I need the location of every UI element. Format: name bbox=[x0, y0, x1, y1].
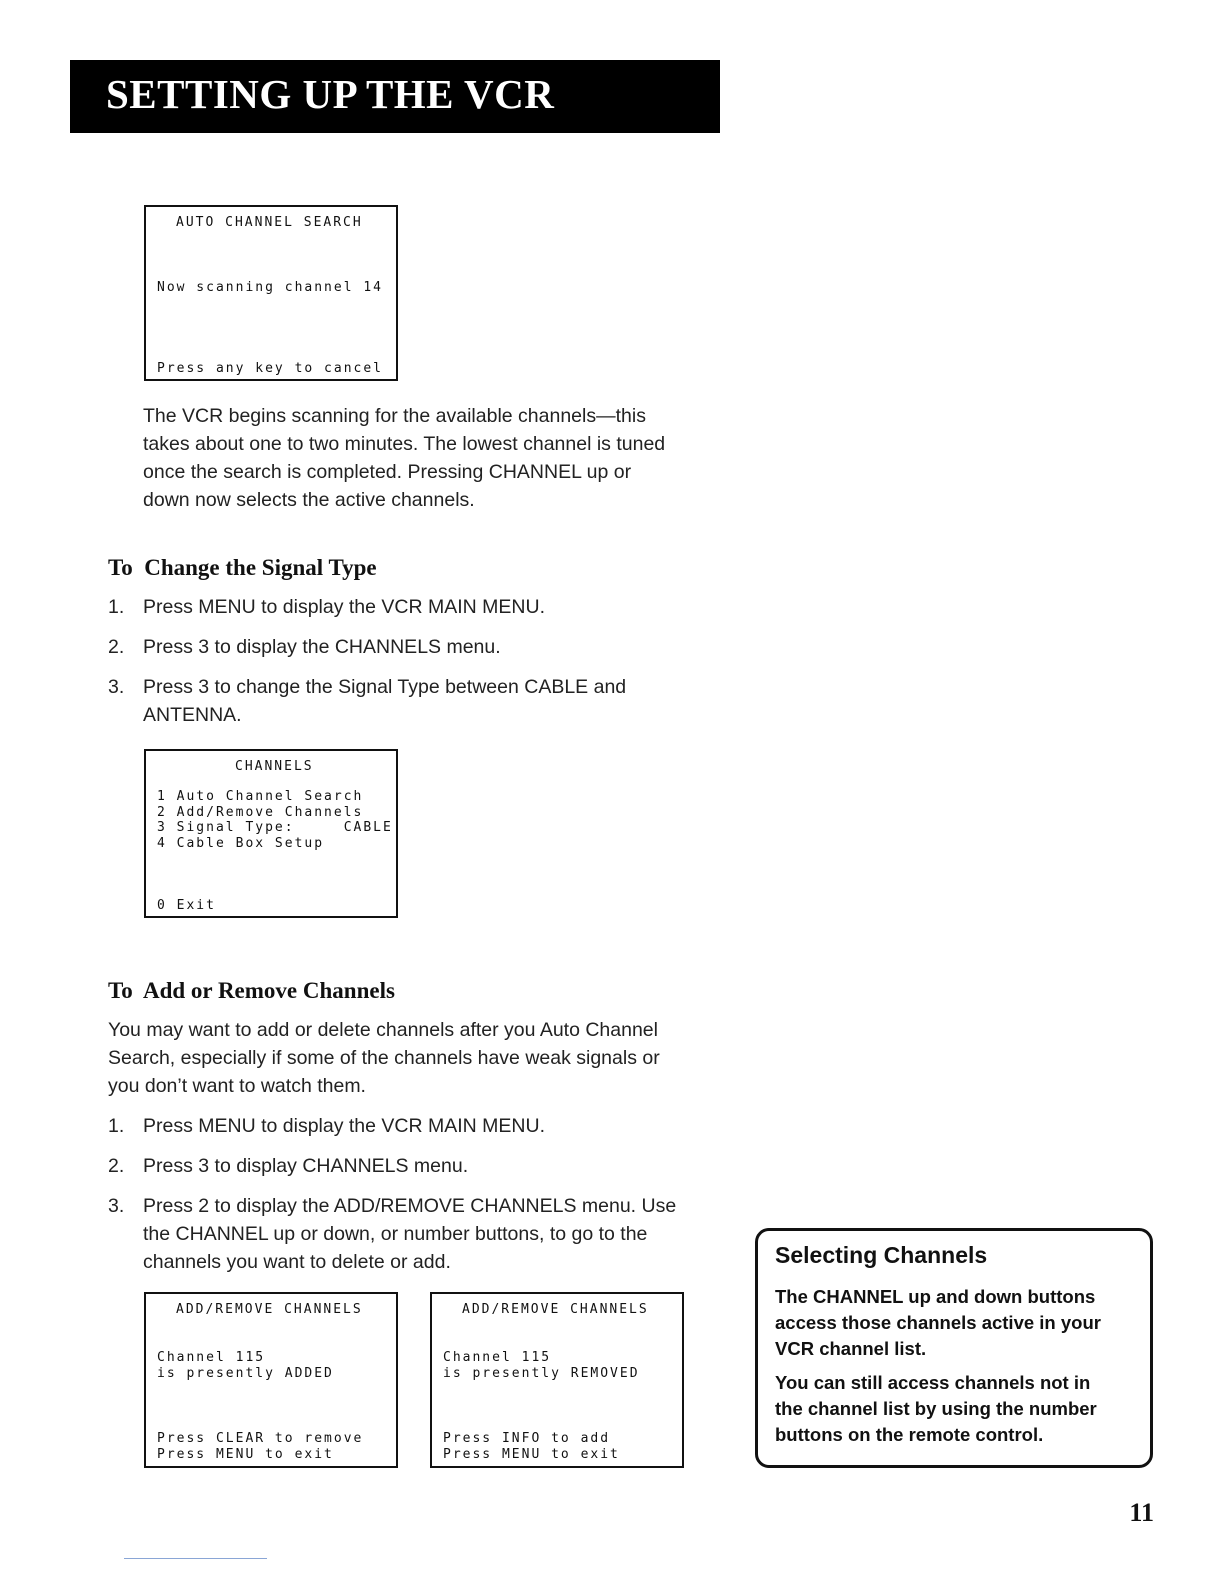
paragraph-line: you don’t want to watch them. bbox=[108, 1075, 366, 1097]
scan-paragraph bbox=[143, 402, 733, 514]
screen-title: ADD/REMOVE CHANNELS bbox=[176, 1302, 363, 1317]
tip-line: the channel list by using the number bbox=[775, 1398, 1097, 1419]
tip-line: You can still access channels not in bbox=[775, 1372, 1091, 1393]
menu-item-exit: 0 Exit bbox=[157, 898, 216, 913]
screen-title: CHANNELS bbox=[235, 759, 314, 774]
channels-menu-screen bbox=[144, 749, 398, 918]
add-remove-removed-screen bbox=[430, 1292, 684, 1468]
step-text: the CHANNEL up or down, or number buttons, to go to the bbox=[143, 1223, 648, 1245]
menu-item-auto-channel-search: 1 Auto Channel Search bbox=[157, 789, 364, 804]
signal-type-heading: To Change the Signal Type bbox=[108, 555, 377, 580]
screen-footer: Press INFO to add bbox=[443, 1431, 611, 1446]
screen-title: AUTO CHANNEL SEARCH bbox=[176, 215, 363, 230]
page-title: SETTING UP THE VCR bbox=[106, 71, 555, 117]
screen-status-line: is presently ADDED bbox=[157, 1366, 334, 1381]
step-number: 3. bbox=[108, 1195, 125, 1217]
screen-status-line: is presently REMOVED bbox=[443, 1366, 640, 1381]
step-number: 2. bbox=[108, 636, 125, 658]
menu-item-add-remove-channels: 2 Add/Remove Channels bbox=[157, 805, 364, 820]
paragraph-line: You may want to add or delete channels after you Auto Channel bbox=[108, 1019, 658, 1041]
screen-status-line: Now scanning channel 14 bbox=[157, 280, 384, 295]
signal-step-3 bbox=[108, 673, 720, 729]
step-text: Press 3 to display the CHANNELS menu. bbox=[143, 636, 501, 658]
signal-step-2 bbox=[108, 633, 720, 661]
auto-channel-search-screen bbox=[144, 205, 398, 381]
tip-paragraph-1 bbox=[775, 1284, 1140, 1362]
paragraph-line: The VCR begins scanning for the available channels—this bbox=[143, 405, 646, 427]
step-text: Press 3 to display CHANNELS menu. bbox=[143, 1155, 469, 1177]
step-number: 1. bbox=[108, 1115, 125, 1137]
step-number: 3. bbox=[108, 676, 125, 698]
menu-item-cable-box-setup: 4 Cable Box Setup bbox=[157, 836, 325, 851]
step-text: Press 2 to display the ADD/REMOVE CHANNELS menu. Use bbox=[143, 1195, 677, 1217]
menu-item-signal-type: 3 Signal Type: CABLE bbox=[157, 820, 393, 835]
add-remove-step-3 bbox=[108, 1192, 720, 1276]
paragraph-line: once the search is completed. Pressing CHANNEL up or bbox=[143, 461, 632, 483]
step-number: 1. bbox=[108, 596, 125, 618]
screen-title: ADD/REMOVE CHANNELS bbox=[462, 1302, 649, 1317]
tip-line: buttons on the remote control. bbox=[775, 1424, 1044, 1445]
screen-footer: Press MENU to exit bbox=[157, 1447, 334, 1462]
add-remove-step-1 bbox=[108, 1112, 720, 1140]
add-remove-heading: To Add or Remove Channels bbox=[108, 978, 395, 1003]
page-number: 11 bbox=[1129, 1498, 1154, 1527]
signal-step-1 bbox=[108, 593, 720, 621]
step-text: Press 3 to change the Signal Type between CABLE and bbox=[143, 676, 627, 698]
tip-title: Selecting Channels bbox=[775, 1242, 988, 1268]
screen-channel-line: Channel 115 bbox=[443, 1350, 552, 1365]
step-text: Press MENU to display the VCR MAIN MENU. bbox=[143, 596, 546, 618]
paragraph-line: down now selects the active channels. bbox=[143, 489, 475, 511]
tip-line: access those channels active in your bbox=[775, 1312, 1101, 1333]
paragraph-line: takes about one to two minutes. The lowest channel is tuned bbox=[143, 433, 666, 455]
screen-channel-line: Channel 115 bbox=[157, 1350, 266, 1365]
screen-footer: Press MENU to exit bbox=[443, 1447, 620, 1462]
tip-line: VCR channel list. bbox=[775, 1338, 927, 1359]
screen-footer: Press any key to cancel bbox=[157, 361, 384, 376]
header-bar bbox=[70, 60, 720, 133]
paragraph-line: Search, especially if some of the channels have weak signals or bbox=[108, 1047, 660, 1069]
step-number: 2. bbox=[108, 1155, 125, 1177]
tip-line: The CHANNEL up and down buttons bbox=[775, 1286, 1096, 1307]
add-remove-step-2 bbox=[108, 1152, 720, 1180]
add-remove-intro bbox=[108, 1016, 728, 1100]
bottom-divider bbox=[124, 1558, 267, 1559]
tip-paragraph-2 bbox=[775, 1370, 1140, 1448]
step-text: channels you want to delete or add. bbox=[143, 1251, 451, 1273]
step-text: Press MENU to display the VCR MAIN MENU. bbox=[143, 1115, 546, 1137]
screen-footer: Press CLEAR to remove bbox=[157, 1431, 364, 1446]
selecting-channels-tip-box bbox=[755, 1228, 1153, 1468]
add-remove-added-screen bbox=[144, 1292, 398, 1468]
step-text: ANTENNA. bbox=[143, 704, 242, 726]
